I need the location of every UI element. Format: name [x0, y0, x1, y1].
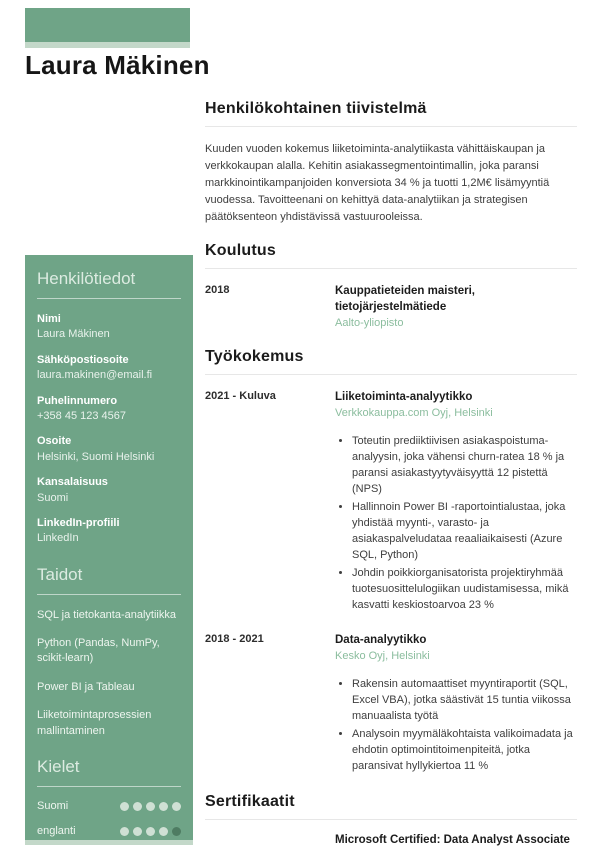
section-certificates [205, 793, 577, 846]
education-period: 2018 [205, 284, 230, 297]
education-entry [205, 283, 577, 332]
level-dot [159, 802, 168, 811]
language-level-dots [120, 802, 181, 811]
skill-item: Liiketoimintaprosessien mallintaminen [37, 709, 152, 737]
section-education [205, 242, 577, 332]
level-dot [133, 827, 142, 836]
certificate-entry [205, 834, 577, 846]
level-dot [133, 802, 142, 811]
education-body [335, 283, 577, 332]
education-degree: Kauppatieteiden maisteri, tietojärjestelmätiede [335, 285, 475, 314]
certificates-title: Sertifikaatit [205, 792, 295, 810]
certificate-name: Microsoft Certified: Data Analyst Associate [335, 833, 570, 846]
level-dot [146, 827, 155, 836]
certificate-period-empty [205, 834, 335, 846]
level-dot [120, 802, 129, 811]
experience-entry [205, 389, 577, 616]
experience-role: Liiketoiminta-analyytikko [335, 390, 473, 403]
skill-item: Power BI ja Tableau [37, 680, 135, 693]
language-name: englanti [37, 825, 76, 838]
experience-role: Data-analyytikko [335, 633, 427, 646]
header-accent-block [25, 8, 190, 42]
experience-body [335, 632, 577, 777]
section-experience [205, 348, 577, 777]
field-label: Sähköpostiosoite [37, 353, 129, 366]
personal-section-title: Henkilötiedot [37, 269, 181, 299]
field-address [37, 434, 181, 465]
field-email [37, 353, 181, 384]
skill-item: SQL ja tietokanta-analytiikka [37, 608, 176, 621]
experience-body [335, 389, 577, 616]
level-dot [146, 802, 155, 811]
experience-entry [205, 632, 577, 777]
experience-bullet: • Analysoin myymäläkohtaista valikoimadata ja ehdotin optimointitoimenpiteitä, jotka paransivat hyllykiertoa 11 % [352, 727, 577, 775]
level-dot [159, 827, 168, 836]
field-value: Laura Mäkinen [37, 328, 110, 341]
header-accent-strip [25, 42, 190, 48]
skills-section-title: Taidot [37, 565, 181, 595]
field-name [37, 312, 181, 343]
experience-period: 2018 - 2021 [205, 632, 264, 645]
nationality-value: Suomi [37, 491, 69, 504]
address-value: Helsinki, Suomi Helsinki [37, 450, 155, 463]
main-content [205, 100, 577, 848]
certificate-body [335, 834, 577, 846]
experience-period: 2021 - Kuluva [205, 389, 276, 402]
sidebar [25, 255, 193, 845]
level-dot [172, 827, 181, 836]
section-divider [205, 374, 577, 375]
field-label: Puhelinnumero [37, 394, 118, 407]
field-label: Kansalaisuus [37, 476, 108, 489]
experience-company: Kesko Oyj, Helsinki [335, 649, 430, 662]
section-divider [205, 268, 577, 269]
experience-bullet: • Johdin poikkiorganisatorista projektiryhmää tuotesuosittelulogiikan uudistamisessa, mikä kasvatti keskiostoarvoa 23 % [352, 566, 577, 614]
experience-bullet: • Hallinnoin Power BI -raportointialustaa, joka yhdistää myynti-, varasto- ja asiakaspalveludataa reaaliaikaisesti (Azure SQL, Python) [352, 500, 577, 564]
language-name: Suomi [37, 800, 69, 813]
field-label: LinkedIn-profiili [37, 516, 120, 529]
section-summary [205, 100, 577, 226]
section-divider [205, 819, 577, 820]
phone-value: +358 45 123 4567 [37, 409, 127, 422]
experience-bullets [335, 677, 577, 775]
person-name: Laura Mäkinen [25, 50, 210, 80]
languages-section-title: Kielet [37, 757, 181, 787]
experience-company: Verkkokauppa.com Oyj, Helsinki [335, 406, 493, 419]
summary-title: Henkilökohtainen tiivistelmä [205, 100, 427, 117]
field-linkedin [37, 516, 181, 547]
linkedin-link[interactable]: LinkedIn [37, 532, 79, 545]
email-value: laura.makinen@email.fi [37, 369, 153, 382]
field-label: Nimi [37, 313, 61, 325]
summary-text: Kuuden vuoden kokemus liiketoiminta-analytiikasta vähittäiskaupan ja verkkokaupan alalla. Kehitin asiakassegmentointimallin, joka paransi markkinointikampanjoiden konversiota 34 % ja tuotti 1,2M€ lisämyyntiä vuodessa. Tavoitteenani on kehittyä data-analytiikan ja strategisen päätöksenteon yhdistävissä vastuurooleissa. [205, 143, 550, 224]
experience-title: Työkokemus [205, 347, 304, 365]
sidebar-section-languages [37, 757, 181, 837]
level-dot [172, 802, 181, 811]
skill-item: Python (Pandas, NumPy, scikit-learn) [37, 637, 160, 665]
section-divider [205, 126, 577, 127]
language-level-dots [120, 827, 181, 836]
education-school: Aalto-yliopisto [335, 317, 404, 330]
education-title: Koulutus [205, 242, 276, 260]
experience-bullet: • Rakensin automaattiset myyntiraportit (SQL, Excel VBA), jotka säästivät 15 tuntia viikossa manuaalista työtä [352, 677, 577, 725]
language-row [37, 800, 181, 812]
language-row [37, 825, 181, 837]
level-dot [120, 827, 129, 836]
field-phone [37, 394, 181, 425]
sidebar-section-personal [37, 269, 181, 547]
field-nationality [37, 475, 181, 506]
experience-bullet: • Toteutin prediiktiivisen asiakaspoistuma-analyysin, joka vähensi churn-ratea 18 % ja paransi asiakastyytyväisyyttä 12 pistettä (NPS) [352, 434, 577, 498]
experience-bullets [335, 434, 577, 613]
sidebar-section-skills [37, 565, 181, 739]
field-label: Osoite [37, 435, 72, 448]
